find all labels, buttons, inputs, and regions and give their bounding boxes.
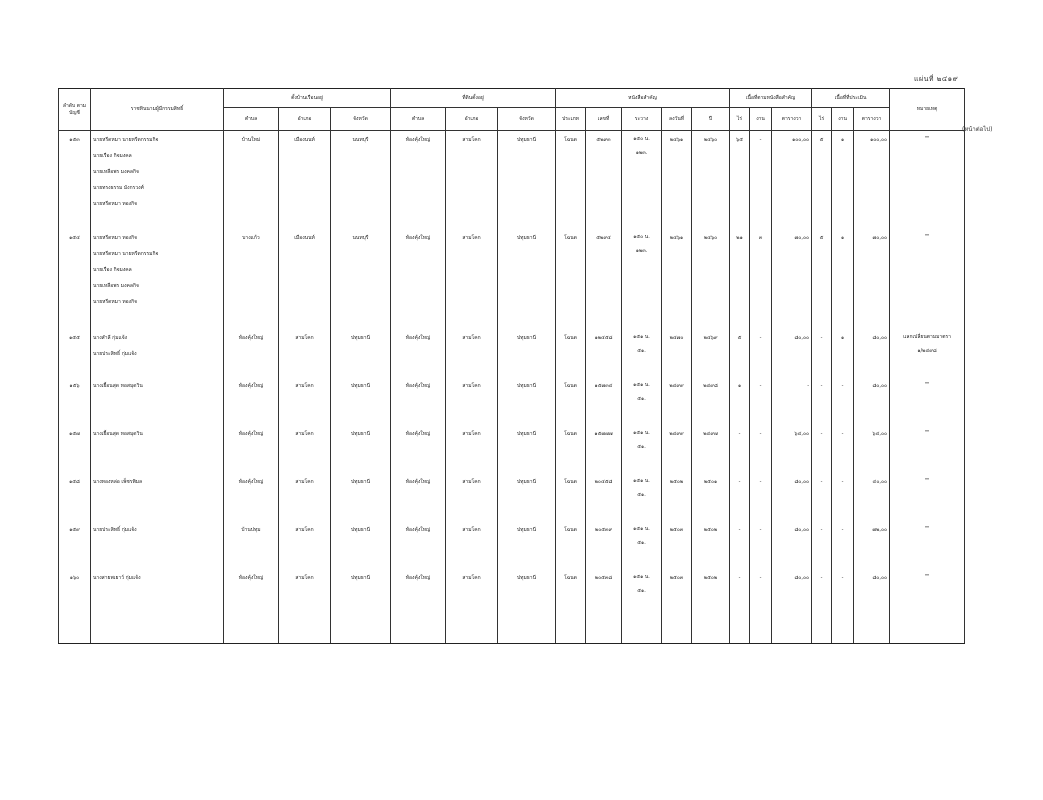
appraise-wa: ๑๐๐,๐๐ (854, 131, 890, 229)
appraise-ngan: - (832, 473, 854, 521)
deed-year: ๒๕๐๑ (692, 473, 730, 521)
header-address-group: ตั้งบ้านเรือนอยู่ (224, 89, 391, 108)
deed-sheet: ๑๕๑ น. ๕๑. (622, 569, 662, 644)
row-number: ๑๖๐ (59, 569, 91, 644)
address-district: สามโคก (279, 569, 331, 644)
header-deed-group: หนังสือสำคัญ (556, 89, 730, 108)
header-sub: ไร่ (812, 108, 832, 131)
area-wa: ๗๐,๐๐ (772, 229, 812, 329)
deed-number: ๒๐๕๓๙ (586, 521, 622, 569)
appraise-ngan: - (832, 425, 854, 473)
holder-names: นายประสิทธิ์ กุ่มแจ้ง (91, 521, 224, 569)
address-subdistrict: ท้องคุ้งใหญ่ (224, 425, 279, 473)
table-row (59, 229, 965, 329)
address-province: ปทุมธานี (331, 569, 391, 644)
land-district: สามโคก (446, 329, 498, 377)
address-subdistrict: ท้องคุ้งใหญ่ (224, 473, 279, 521)
area-ngan: - (750, 569, 772, 644)
row-number: ๑๕๓ (59, 131, 91, 229)
table-row (59, 131, 965, 229)
address-province: ปทุมธานี (331, 377, 391, 425)
deed-sheet: ๑๕๐ น. ๑๒๓. (622, 131, 662, 229)
deed-year: ๒๕๐๒ (692, 569, 730, 644)
land-district: สามโคก (446, 569, 498, 644)
row-number: ๑๕๙ (59, 521, 91, 569)
holder-names: นางเยื้อนสุด หอสมุดวิน (91, 377, 224, 425)
address-subdistrict: ท้องคุ้งใหญ่ (224, 329, 279, 377)
address-subdistrict: ท้องคุ้งใหญ่ (224, 569, 279, 644)
deed-sheet: ๑๕๐ น. ๑๒๓. (622, 229, 662, 329)
area-rai: ๖๕ (730, 131, 750, 229)
land-province: ปทุมธานี (498, 131, 556, 229)
address-province: นนทบุรี (331, 229, 391, 329)
header-sub: ปี (692, 108, 730, 131)
deed-date: ๒๔๖๑ (662, 131, 692, 229)
deed-date: ๒๔๖๑ (662, 229, 692, 329)
header-area-group: เนื้อที่ตามหนังสือสำคัญ (730, 89, 812, 108)
row-number: ๑๕๕ (59, 329, 91, 377)
area-wa: - (772, 377, 812, 425)
area-rai: ๒๑ (730, 229, 750, 329)
deed-sheet: ๑๕๑ น. ๕๑. (622, 377, 662, 425)
header-sub: จังหวัด (331, 108, 391, 131)
deed-sheet: ๑๕๑ น. ๕๑. (622, 425, 662, 473)
land-subdistrict: ท้องคุ้งใหญ่ (391, 569, 446, 644)
land-province: ปทุมธานี (498, 521, 556, 569)
deed-number: ๑๕๗๗๗ (586, 425, 622, 473)
land-district: สามโคก (446, 425, 498, 473)
address-district: สามโคก (279, 377, 331, 425)
area-wa: ๘๐,๐๐ (772, 521, 812, 569)
land-district: สามโคก (446, 377, 498, 425)
address-subdistrict: บ้านใหม่ (224, 131, 279, 229)
row-number: ๑๕๖ (59, 377, 91, 425)
header-sub: อำเภอ (279, 108, 331, 131)
deed-sheet: ๑๕๑ น. ๕๑. (622, 521, 662, 569)
remark: "" (890, 229, 965, 329)
deed-date: ๒๔๙๙ (662, 425, 692, 473)
deed-number: ๒๐๔๕๘ (586, 473, 622, 521)
appraise-ngan: ๑ (832, 131, 854, 229)
row-number: ๑๕๘ (59, 473, 91, 521)
appraise-rai: - (812, 377, 832, 425)
table-row (59, 377, 965, 425)
land-province: ปทุมธานี (498, 569, 556, 644)
header-row-1 (59, 89, 965, 108)
appraise-rai: ๕ (812, 131, 832, 229)
land-province: ปทุมธานี (498, 329, 556, 377)
header-sub: งาน (750, 108, 772, 131)
header-sub: ระวาง (622, 108, 662, 131)
address-subdistrict: บางแก้ว (224, 229, 279, 329)
appraise-wa: ๘๐,๐๐ (854, 329, 890, 377)
deed-type: โฉนด (556, 131, 586, 229)
deed-date: ๒๔๗๐ (662, 329, 692, 377)
deed-type: โฉนด (556, 377, 586, 425)
remark: "" (890, 377, 965, 425)
row-number: ๑๕๔ (59, 229, 91, 329)
address-district: สามโคก (279, 473, 331, 521)
land-district: สามโคก (446, 131, 498, 229)
appraise-wa: ๖๔,๐๐ (854, 425, 890, 473)
appraise-wa: ๘๐,๐๐ (854, 569, 890, 644)
appraise-ngan: - (832, 569, 854, 644)
land-subdistrict: ท้องคุ้งใหญ่ (391, 425, 446, 473)
appraise-wa: ๗๒,๐๐ (854, 521, 890, 569)
holder-names: นายหรีดหมา ทองกิจ นายหรีดหมา นายหรีดกรรมกิจ นายเรือง กิจมงคล นายเหลือพร มงคลกิจ นายหรีดหมา ทองกิจ (91, 229, 224, 329)
deed-number: ๑๕๗๓๔ (586, 377, 622, 425)
address-subdistrict: บ้านปทุม (224, 521, 279, 569)
remark: แลกเปลี่ยนตามมาตรา ๑/๒๔๙๘ (890, 329, 965, 377)
table-row (59, 473, 965, 521)
header-sub: ตำบล (391, 108, 446, 131)
land-subdistrict: ท้องคุ้งใหญ่ (391, 521, 446, 569)
area-ngan: ๓ (750, 229, 772, 329)
address-district: เมืองนนท์ (279, 229, 331, 329)
appraise-ngan: - (832, 521, 854, 569)
appraise-ngan: ๑ (832, 329, 854, 377)
deed-date: ๒๕๐๒ (662, 473, 692, 521)
deed-year: ๒๔๙๘ (692, 377, 730, 425)
holder-names: นายหรีดหมา นายหรีดกรรมกิจ นายเรือง กิจมงคล นายเหลือพร มงคลกิจ นายทรงธรรม มังกรวงศ์ นายหรีดหมา ทองกิจ (91, 131, 224, 229)
area-ngan: - (750, 329, 772, 377)
area-wa: ๖๔,๐๐ (772, 425, 812, 473)
land-subdistrict: ท้องคุ้งใหญ่ (391, 473, 446, 521)
area-wa: ๘๐,๐๐ (772, 329, 812, 377)
area-rai: - (730, 425, 750, 473)
area-wa: ๘๐,๐๐ (772, 473, 812, 521)
header-order: ลำดับ ตามบัญชี (59, 89, 91, 131)
address-province: ปทุมธานี (331, 473, 391, 521)
land-district: สามโคก (446, 229, 498, 329)
address-subdistrict: ท้องคุ้งใหญ่ (224, 377, 279, 425)
land-district: สามโคก (446, 473, 498, 521)
deed-type: โฉนด (556, 473, 586, 521)
land-province: ปทุมธานี (498, 377, 556, 425)
page-number: แผ่นที่ ๒๔๑๙ (914, 75, 959, 83)
deed-date: ๒๔๙๙ (662, 377, 692, 425)
deed-number: ๑๒๔๕๘ (586, 329, 622, 377)
deed-number: ๒๐๕๓๘ (586, 569, 622, 644)
holder-names: นางทองหล่อ เพ็ชรพิมล (91, 473, 224, 521)
deed-type: โฉนด (556, 521, 586, 569)
area-ngan: - (750, 131, 772, 229)
address-district: สามโคก (279, 329, 331, 377)
land-province: ปทุมธานี (498, 473, 556, 521)
header-sub: ลงวันที่ (662, 108, 692, 131)
appraise-wa: ๔๐,๐๐ (854, 473, 890, 521)
remark: "" (890, 569, 965, 644)
remark: "" (890, 425, 965, 473)
address-province: ปทุมธานี (331, 329, 391, 377)
header-sub: อำเภอ (446, 108, 498, 131)
remark: "" (890, 473, 965, 521)
area-wa: ๘๐,๐๐ (772, 569, 812, 644)
remark: "" (890, 131, 965, 229)
deed-date: ๒๕๐๓ (662, 521, 692, 569)
deed-year: ๒๔๖๙ (692, 329, 730, 377)
land-subdistrict: ท้องคุ้งใหญ่ (391, 329, 446, 377)
deed-sheet: ๑๕๑ น. ๕๑. (622, 473, 662, 521)
land-subdistrict: ท้องคุ้งใหญ่ (391, 377, 446, 425)
area-ngan: - (750, 473, 772, 521)
appraise-rai: - (812, 329, 832, 377)
deed-year: ๒๔๖๐ (692, 229, 730, 329)
side-note: (หน้าต่อไป) (962, 126, 993, 133)
area-ngan: - (750, 377, 772, 425)
land-register-table (58, 88, 965, 644)
deed-date: ๒๕๐๓ (662, 569, 692, 644)
land-province: ปทุมธานี (498, 425, 556, 473)
land-district: สามโคก (446, 521, 498, 569)
header-holder: ราชทินนามผู้มีกรรมสิทธิ์ (91, 89, 224, 131)
holder-names: นางสายพเยาว์ กุ่มแจ้ง (91, 569, 224, 644)
appraise-rai: - (812, 473, 832, 521)
land-subdistrict: ท้องคุ้งใหญ่ (391, 229, 446, 329)
area-rai: - (730, 569, 750, 644)
deed-type: โฉนด (556, 229, 586, 329)
area-ngan: - (750, 425, 772, 473)
area-ngan: - (750, 521, 772, 569)
deed-number: ๕๒๙๔ (586, 229, 622, 329)
deed-type: โฉนด (556, 425, 586, 473)
deed-number: ๕๒๙๓ (586, 131, 622, 229)
header-sub: ตารางวา (772, 108, 812, 131)
remark: "" (890, 521, 965, 569)
appraise-rai: - (812, 425, 832, 473)
area-wa: ๑๐๐,๐๐ (772, 131, 812, 229)
area-rai: ๑ (730, 377, 750, 425)
deed-sheet: ๑๕๑ น. ๕๑. (622, 329, 662, 377)
header-sub: ตำบล (224, 108, 279, 131)
address-district: สามโคก (279, 425, 331, 473)
address-province: ปทุมธานี (331, 425, 391, 473)
appraise-rai: ๕ (812, 229, 832, 329)
header-sub: ไร่ (730, 108, 750, 131)
header-remark: หมายเหตุ (890, 89, 965, 131)
address-province: นนทบุรี (331, 131, 391, 229)
land-subdistrict: ท้องคุ้งใหญ่ (391, 131, 446, 229)
appraise-ngan: - (832, 377, 854, 425)
table-row (59, 425, 965, 473)
address-district: สามโคก (279, 521, 331, 569)
address-district: เมืองนนท์ (279, 131, 331, 229)
deed-year: ๒๔๖๐ (692, 131, 730, 229)
deed-year: ๒๕๐๒ (692, 521, 730, 569)
header-sub: เลขที่ (586, 108, 622, 131)
appraise-wa: ๘๐,๐๐ (854, 377, 890, 425)
header-sub: ประเภท (556, 108, 586, 131)
area-rai: - (730, 521, 750, 569)
table-row (59, 329, 965, 377)
header-sub: จังหวัด (498, 108, 556, 131)
address-province: ปทุมธานี (331, 521, 391, 569)
land-province: ปทุมธานี (498, 229, 556, 329)
holder-names: นางสำลี กุ่มแจ้ง นายประสิทธิ์ กุ่มแจ้ง (91, 329, 224, 377)
header-appraise-group: เนื้อที่ที่ประเมิน (812, 89, 890, 108)
appraise-ngan: ๑ (832, 229, 854, 329)
appraise-rai: - (812, 569, 832, 644)
area-rai: - (730, 473, 750, 521)
deed-type: โฉนด (556, 329, 586, 377)
row-number: ๑๕๗ (59, 425, 91, 473)
deed-type: โฉนด (556, 569, 586, 644)
table-row (59, 521, 965, 569)
deed-year: ๒๔๙๗ (692, 425, 730, 473)
header-sub: ตารางวา (854, 108, 890, 131)
header-sub: งาน (832, 108, 854, 131)
holder-names: นางเยื้อนสุด หอสมุดวิน (91, 425, 224, 473)
header-land-group: ที่ดินตั้งอยู่ (391, 89, 556, 108)
appraise-rai: - (812, 521, 832, 569)
table-row (59, 569, 965, 644)
appraise-wa: ๗๐,๐๐ (854, 229, 890, 329)
area-rai: ๕ (730, 329, 750, 377)
